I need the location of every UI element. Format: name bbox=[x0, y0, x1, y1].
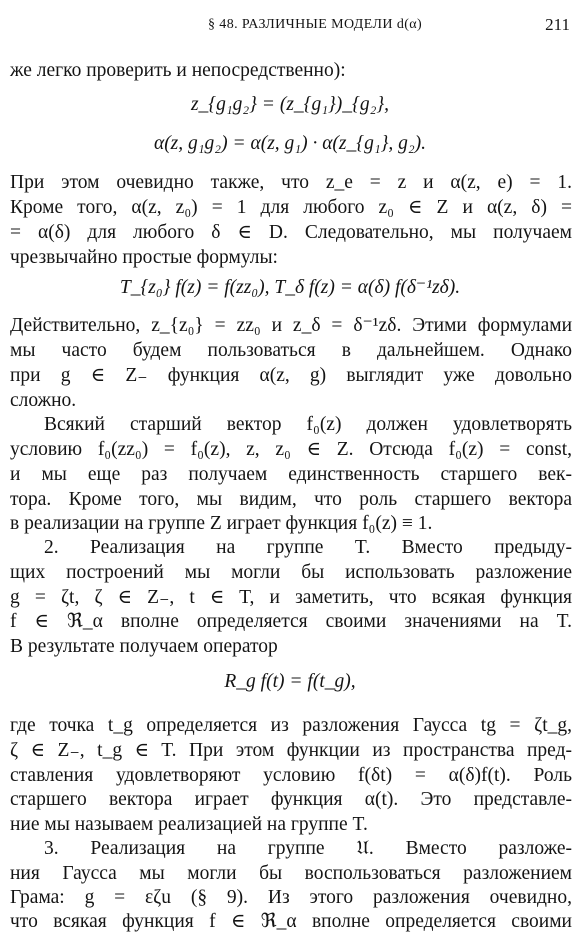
text-line: Кроме того, α(z, z₀) = 1 для любого z₀ ∈ Z и α(z, δ) = bbox=[10, 197, 572, 218]
text-line: Грама: g = εζu (§ 9). Из этого разложения очевидно, bbox=[10, 887, 572, 908]
text-line: В результате получаем оператор bbox=[10, 636, 278, 657]
section-title: § 48. РАЗЛИЧНЫЕ МОДЕЛИ d(α) bbox=[208, 17, 423, 32]
text-line: При этом очевидно также, что z_e = z и α(z, e) = 1. bbox=[10, 172, 572, 193]
text-line: при g ∈ Z₋ функция α(z, g) выглядит уже довольно bbox=[10, 365, 572, 386]
text-line: щих построений мы могли бы использовать разложение bbox=[10, 562, 572, 583]
text-line: ζ ∈ Z₋, t_g ∈ T. При этом функции из пространства пред- bbox=[10, 740, 572, 761]
text-line: Всякий старший вектор f₀(z) должен удовлетворять bbox=[44, 414, 572, 435]
formula: T_{z₀} f(z) = f(zz₀), T_δ f(z) = α(δ) f(δ⁻¹zδ). bbox=[119, 277, 461, 298]
section-heading-line: 2. Реализация на группе T. Вместо предыду- bbox=[44, 537, 572, 558]
text-line: чрезвычайно простые формулы: bbox=[10, 247, 278, 268]
formula: R_g f(t) = f(t_g), bbox=[224, 671, 356, 692]
formula: z_{g₁g₂} = (z_{g₁})_{g₂}, bbox=[190, 94, 390, 115]
text-line: Действительно, z_{z₀} = zz₀ и z_δ = δ⁻¹zδ. Этими формулами bbox=[10, 315, 572, 336]
text-line: ставления удовлетворяют условию f(δt) = α(δ)f(t). Роль bbox=[10, 765, 572, 786]
text-line: мы часто будем пользоваться в дальнейшем. Однако bbox=[10, 340, 572, 361]
text-line: ния Гаусса мы могли бы воспользоваться разложением bbox=[10, 863, 572, 884]
text-line: f ∈ ℜ_α вполне определяется своими значениями на T. bbox=[10, 611, 572, 632]
text-line: и мы еще раз получаем единственность старшего век- bbox=[10, 464, 572, 485]
text-line: g = ζt, ζ ∈ Z₋, t ∈ T, и заметить, что всякая функция bbox=[10, 587, 572, 608]
text-line: условию f₀(zz₀) = f₀(z), z, z₀ ∈ Z. Отсюда f₀(z) = const, bbox=[10, 439, 572, 460]
page-number: 211 bbox=[545, 15, 570, 34]
text-line: сложно. bbox=[10, 390, 77, 411]
text-line: старшего вектора играет функция α(t). Это представле- bbox=[10, 789, 572, 810]
formula: α(z, g₁g₂) = α(z, g₁) · α(z_{g₁}, g₂). bbox=[153, 133, 427, 154]
section-heading-line: 3. Реализация на группе 𝔘. Вместо разложе- bbox=[44, 838, 572, 859]
text-line: = α(δ) для любого δ ∈ D. Следовательно, мы получаем bbox=[10, 222, 572, 243]
running-header bbox=[0, 14, 580, 38]
text-line: в реализации на группе Z играет функция f₀(z) ≡ 1. bbox=[10, 513, 433, 534]
text-line: же легко проверить и непосредственно): bbox=[10, 60, 346, 81]
text-line: ние мы называем реализацией на группе T. bbox=[10, 814, 368, 835]
text-line: что всякая функция f ∈ ℜ_α вполне определяется своими bbox=[10, 911, 572, 932]
text-line: тора. Кроме того, мы видим, что роль старшего вектора bbox=[10, 489, 572, 510]
text-line: где точка t_g определяется из разложения Гаусса tg = ζt_g, bbox=[10, 715, 572, 736]
